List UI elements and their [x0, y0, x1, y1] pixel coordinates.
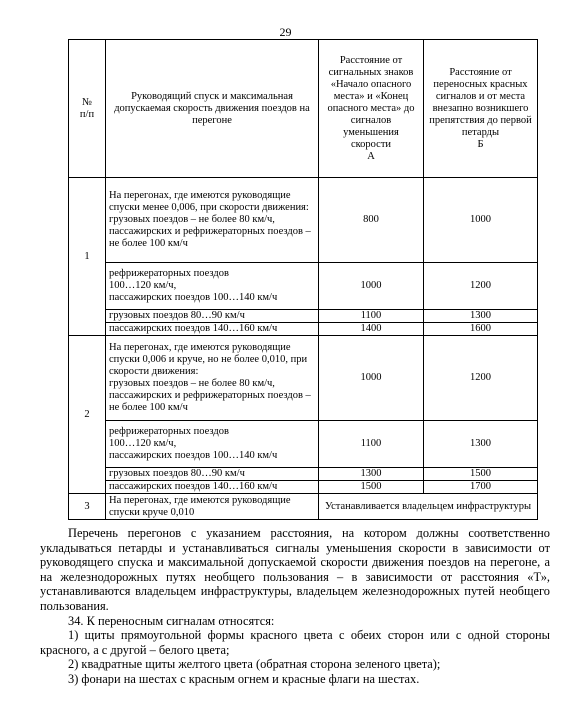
- paragraph: 34. К переносным сигналам относятся:: [68, 613, 275, 628]
- row-distance-b: 1000: [424, 178, 538, 263]
- row-description: грузовых поездов 80…90 км/ч: [106, 468, 319, 481]
- row-description: рефрижераторных поездов 100…120 км/ч, пассажирских поездов 100…140 км/ч: [106, 421, 319, 468]
- table-row: [69, 481, 538, 494]
- table-row: [69, 310, 538, 323]
- table-header-row: [69, 40, 538, 178]
- row-description: На перегонах, где имеются руководящие спуски менее 0,006, при скорости движения: грузовых поездов – не более 80 км/ч, пассажирских и рефрижераторных поездов – не более 100 км/ч: [106, 178, 319, 263]
- paragraph: 1) щиты прямоугольной формы красного цвета с обеих сторон или с одной стороны красного, а с другой – белого цвета;: [40, 628, 550, 657]
- row-description: пассажирских поездов 140…160 км/ч: [106, 323, 319, 336]
- row-distance-a: 1400: [319, 323, 424, 336]
- row-distance-a: 1000: [319, 336, 424, 421]
- row-merged-value: Устанавливается владельцем инфраструктуры: [319, 494, 538, 520]
- row-description: На перегонах, где имеются руководящие спуски круче 0,010: [106, 494, 319, 520]
- row-number: 1: [69, 178, 106, 336]
- paragraph: 3) фонари на шестах с красным огнем и красные флаги на шестах.: [68, 671, 420, 686]
- header-number: № п/п: [69, 40, 106, 178]
- row-distance-b: 1300: [424, 421, 538, 468]
- row-number: 3: [69, 494, 106, 520]
- row-distance-a: 1100: [319, 421, 424, 468]
- distance-norms-table: [68, 39, 538, 520]
- row-distance-b: 1700: [424, 481, 538, 494]
- row-distance-a: 1300: [319, 468, 424, 481]
- header-description: Руководящий спуск и максимальная допускаемая скорость движения поездов на перегоне: [106, 40, 319, 178]
- paragraph: 2) квадратные щиты желтого цвета (обратная сторона зеленого цвета);: [68, 657, 441, 672]
- row-distance-a: 1100: [319, 310, 424, 323]
- table-row: [69, 421, 538, 468]
- table-row: [69, 336, 538, 421]
- row-distance-a: 800: [319, 178, 424, 263]
- body-text: [40, 526, 550, 687]
- table-row: [69, 494, 538, 520]
- table-row: [69, 263, 538, 310]
- page-number: 29: [279, 25, 292, 39]
- header-distance-b: Расстояние от переносных красных сигналов и от места внезапно возникшего препятствия до первой петарды Б: [424, 40, 538, 178]
- row-distance-b: 1200: [424, 336, 538, 421]
- row-description: грузовых поездов 80…90 км/ч: [106, 310, 319, 323]
- row-description: На перегонах, где имеются руководящие спуски 0,006 и круче, но не более 0,010, при скорости движения: грузовых поездов – не более 80 км/ч, пассажирских и рефрижераторных поездов – не более 100 км/ч: [106, 336, 319, 421]
- table-row: [69, 178, 538, 263]
- row-description: рефрижераторных поездов 100…120 км/ч, пассажирских поездов 100…140 км/ч: [106, 263, 319, 310]
- row-distance-b: 1200: [424, 263, 538, 310]
- table-body: [69, 178, 538, 520]
- row-distance-b: 1600: [424, 323, 538, 336]
- row-distance-a: 1000: [319, 263, 424, 310]
- row-description: пассажирских поездов 140…160 км/ч: [106, 481, 319, 494]
- row-distance-b: 1500: [424, 468, 538, 481]
- table-row: [69, 323, 538, 336]
- table-row: [69, 468, 538, 481]
- paragraph: Перечень перегонов с указанием расстояния, на котором должны соответственно укладываться петарды и устанавливаться сигналы уменьшения скорости в зависимости от руководящего спуска и максимальной допускаемой скорости движения поездов на перегоне, а на железнодорожных путях необщего пользования – в зависимости от расстояния «Т», устанавливаются владельцем инфраструктуры, владельцем железнодорожных путей необщего пользования.: [40, 526, 550, 613]
- row-distance-b: 1300: [424, 310, 538, 323]
- row-number: 2: [69, 336, 106, 494]
- row-distance-a: 1500: [319, 481, 424, 494]
- header-distance-a: Расстояние от сигнальных знаков «Начало опасного места» и «Конец опасного места» до сигналов уменьшения скорости А: [319, 40, 424, 178]
